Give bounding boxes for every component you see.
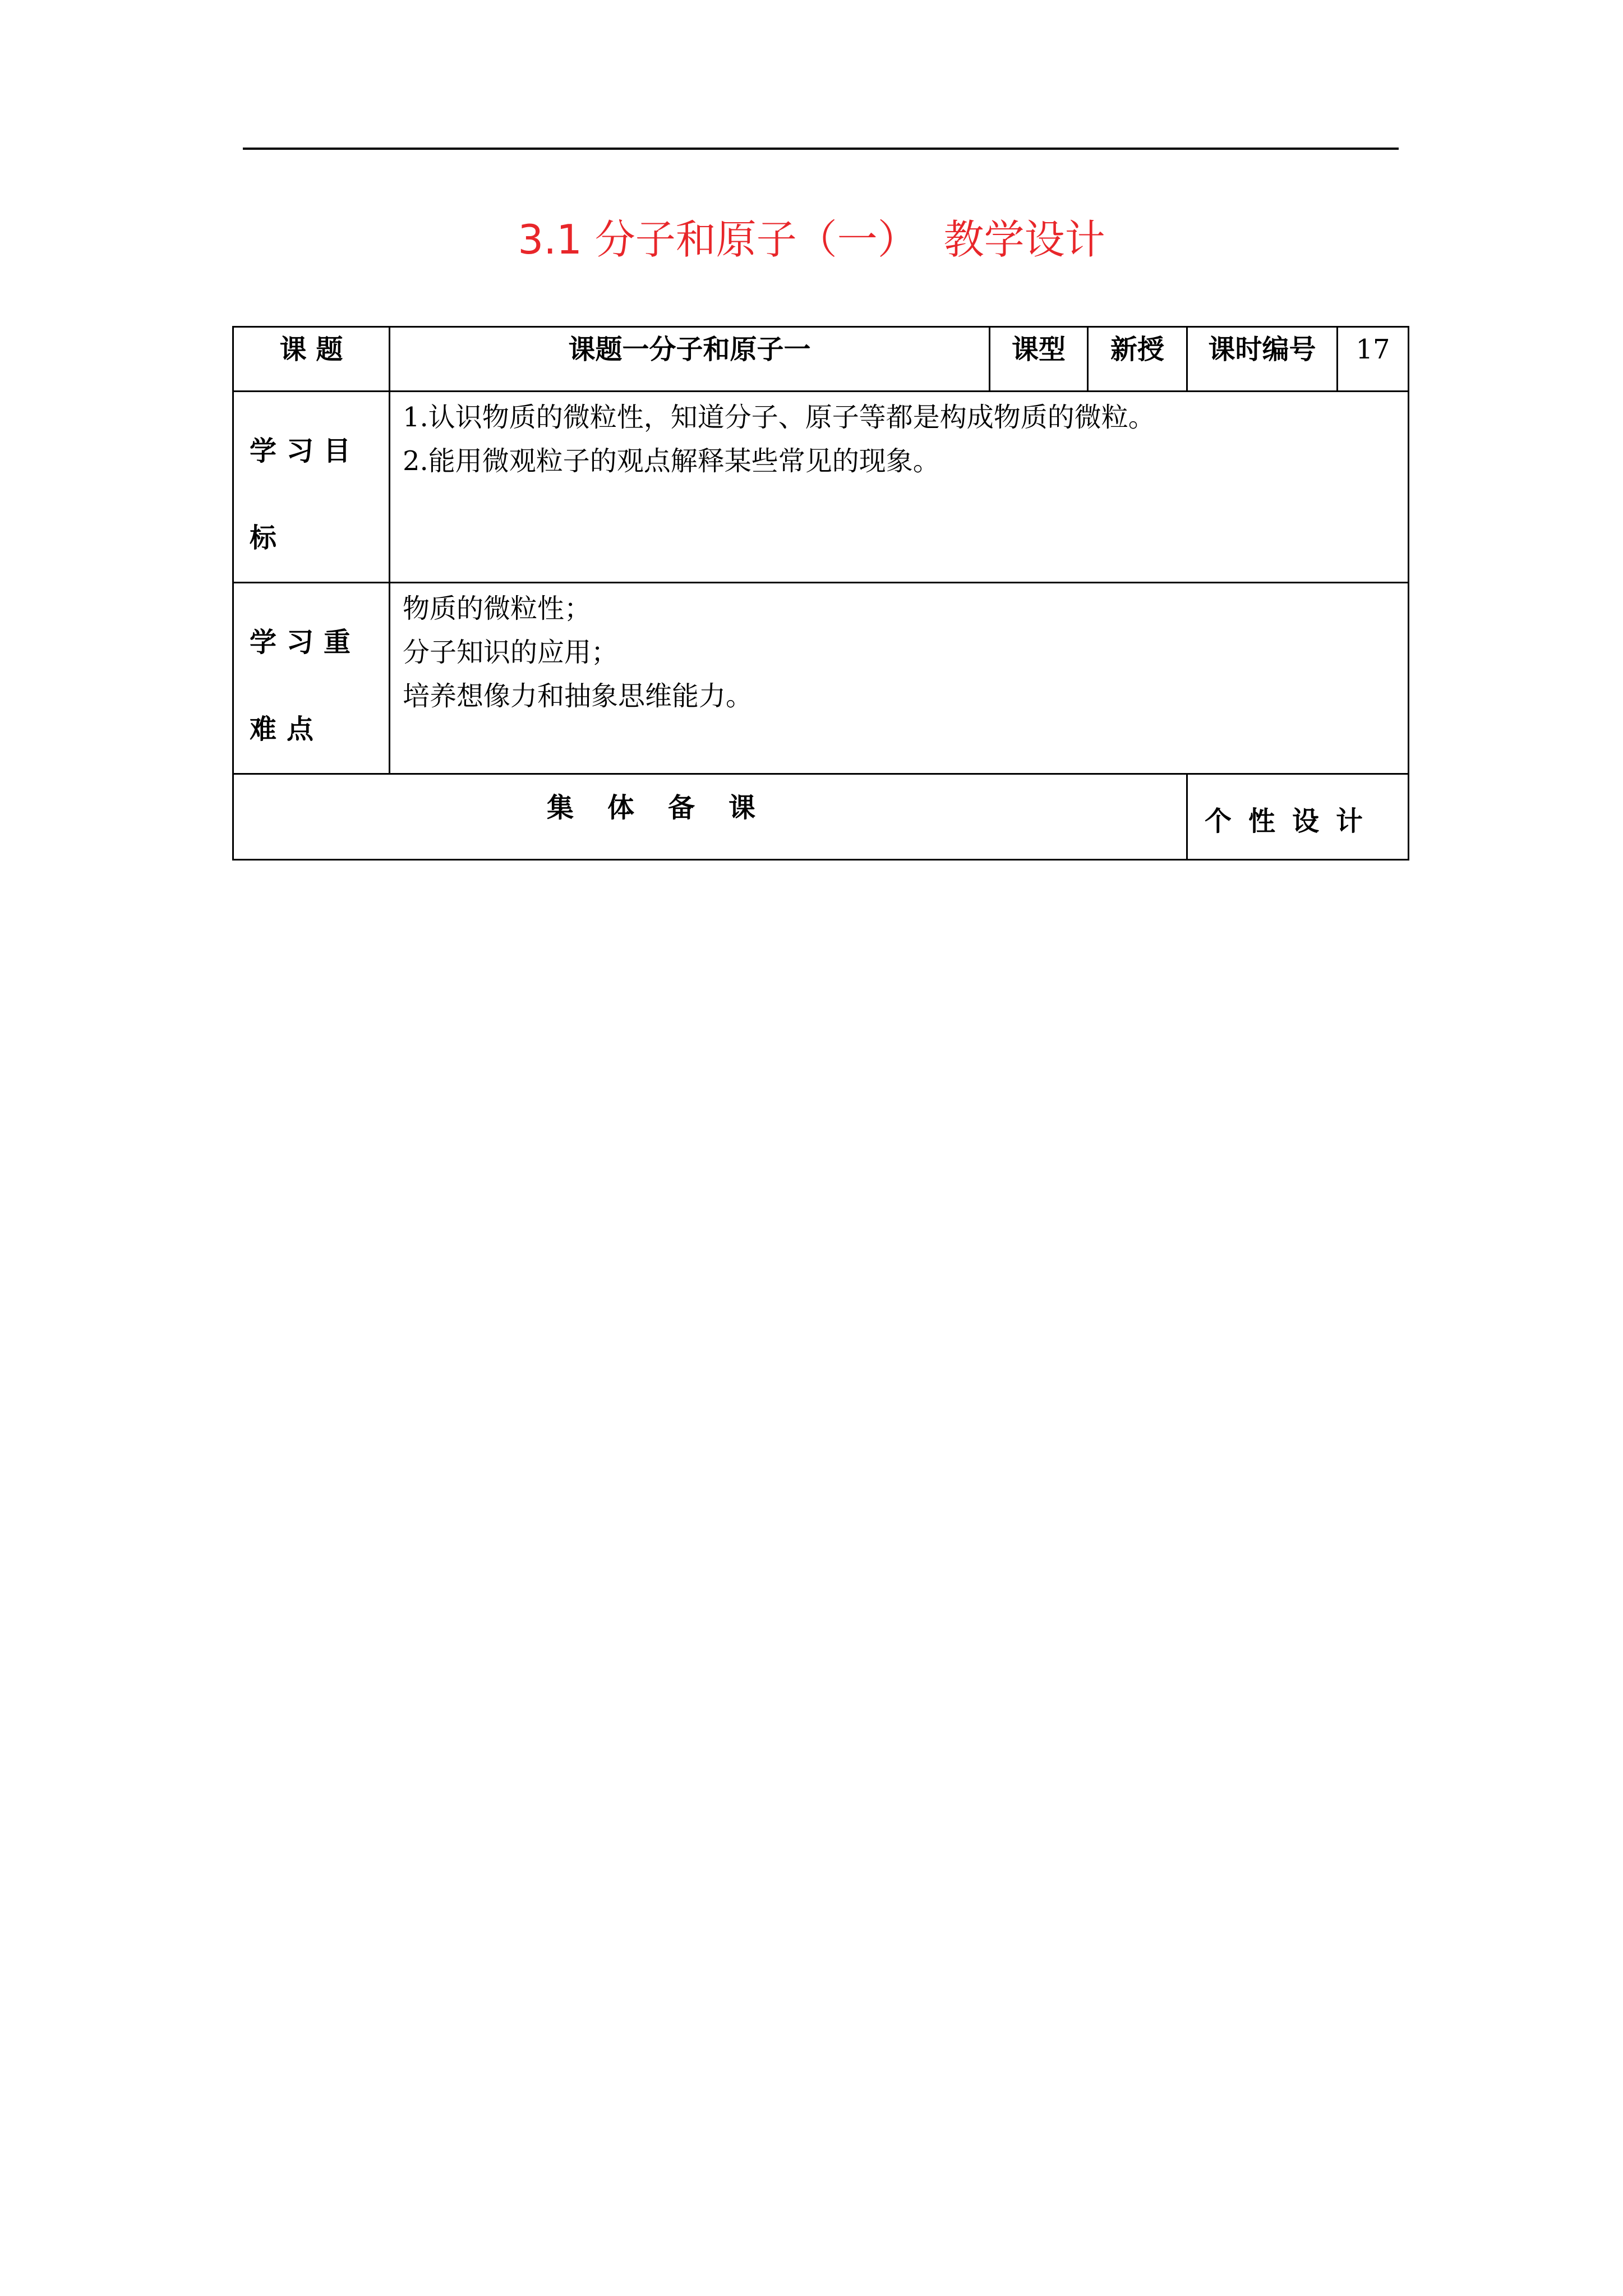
key-point-line: 培养想像力和抽象思维能力。	[403, 680, 753, 712]
personal-design-label: 个性设计	[1205, 806, 1380, 837]
table-row-header	[233, 327, 1409, 392]
personal-design-cell	[1187, 774, 1409, 860]
document-title: 3.1 分子和原子（一） 教学设计	[518, 216, 1105, 263]
key-points-content-cell	[390, 583, 1409, 774]
lesson-plan-table	[232, 326, 1409, 861]
collective-prep-label: 集体备课	[546, 792, 789, 823]
table-row-key-points	[233, 583, 1409, 774]
topic-label: 课 题	[233, 327, 390, 392]
table-row-footer	[233, 774, 1409, 860]
objective-line: 1.认识物质的微粒性，知道分子、原子等都是构成物质的微粒。	[403, 402, 1155, 433]
objectives-label-cell	[233, 392, 390, 583]
header-rule	[243, 148, 1399, 150]
objectives-content-cell	[390, 392, 1409, 583]
lesson-number-label: 课时编号	[1187, 327, 1338, 392]
topic-value: 课题一分子和原子一	[390, 327, 990, 392]
type-value: 新授	[1088, 327, 1187, 392]
key-point-line: 分子知识的应用；	[403, 637, 619, 668]
objectives-label: 学习目标	[250, 435, 361, 554]
collective-prep-cell	[233, 774, 1187, 860]
key-point-line: 物质的微粒性；	[403, 593, 592, 624]
key-points-label-cell	[233, 583, 390, 774]
objective-line: 2.能用微观粒子的观点解释某些常见的现象。	[403, 445, 940, 477]
lesson-number-value: 17	[1338, 327, 1409, 392]
type-label: 课型	[990, 327, 1088, 392]
table-row-objectives	[233, 392, 1409, 583]
key-points-label: 学习重难点	[250, 627, 361, 745]
